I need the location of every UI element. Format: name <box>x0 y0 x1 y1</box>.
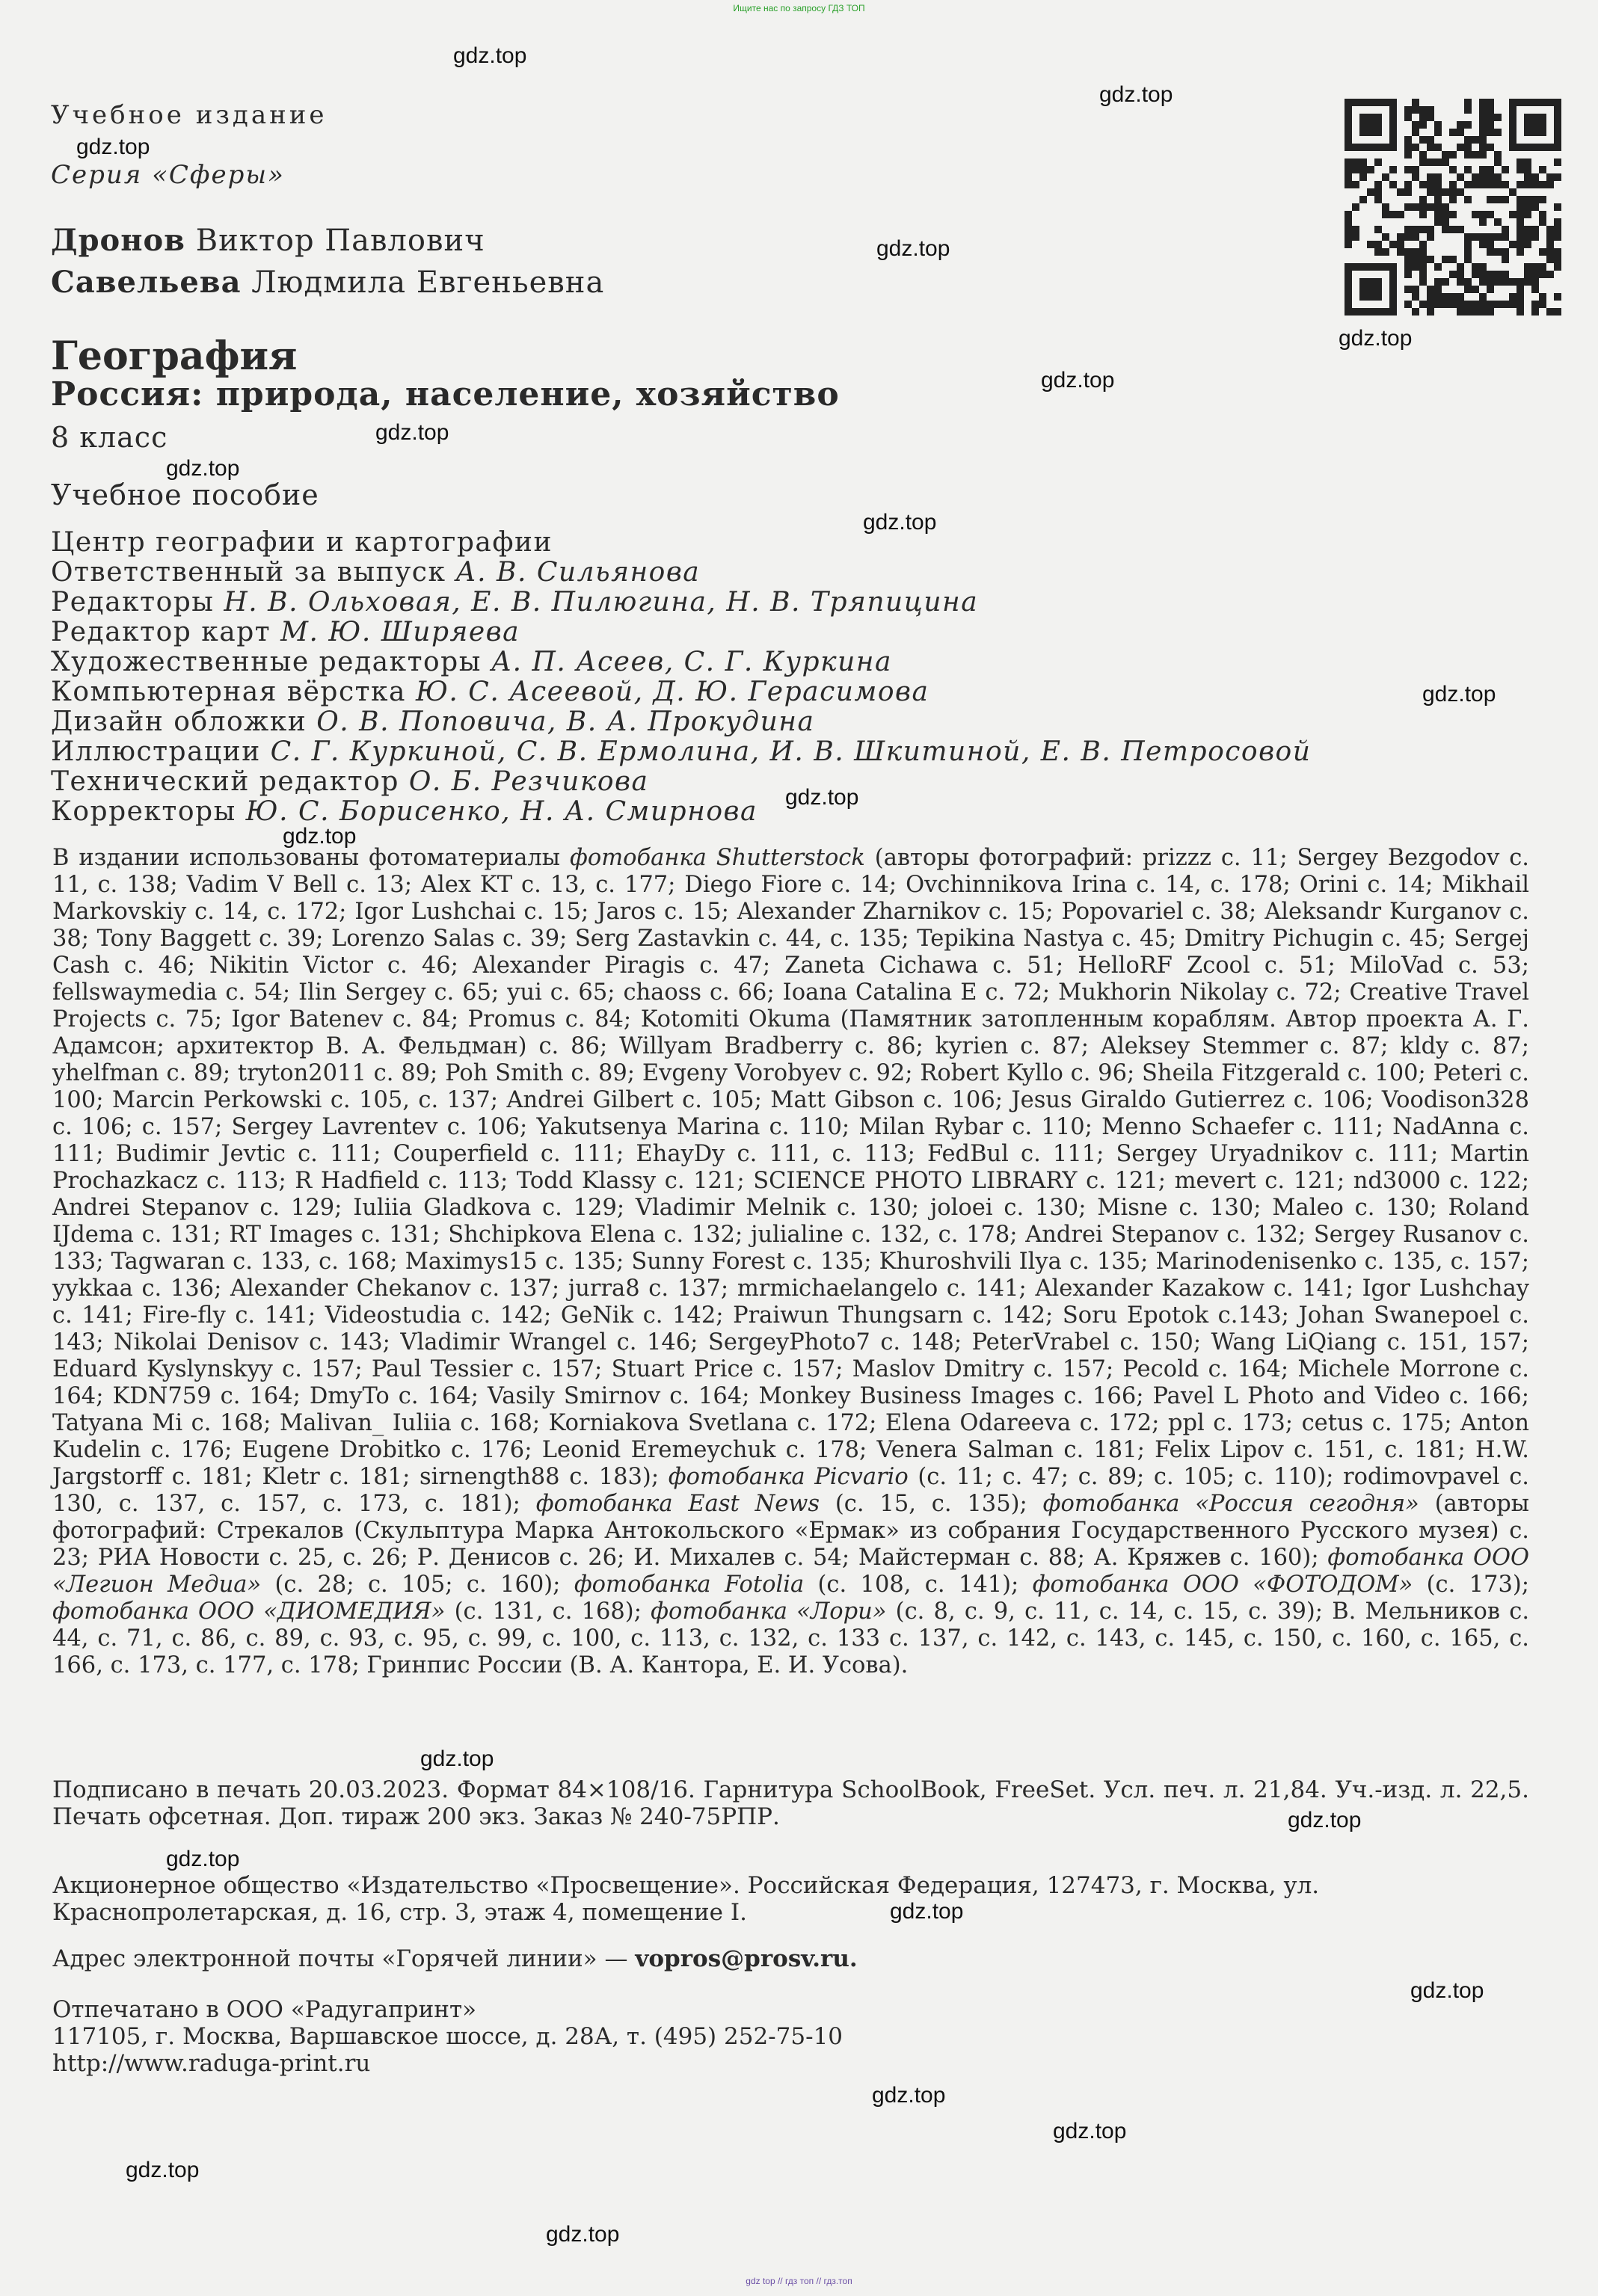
watermark: gdz.top <box>546 2222 620 2247</box>
credit-line: Редакторы Н. В. Ольховая, Е. В. Пилюгина, Н. В. Тряпицина <box>51 587 979 618</box>
credit-line: Ответственный за выпуск А. В. Сильянова <box>51 557 701 588</box>
watermark: gdz.top <box>872 2083 946 2108</box>
watermark: gdz.top <box>1422 682 1496 707</box>
credit-line: Центр географии и картографии <box>51 527 553 558</box>
watermark: gdz.top <box>863 510 937 535</box>
watermark: gdz.top <box>1053 2119 1127 2143</box>
printer-address: 117105, г. Москва, Варшавское шоссе, д. 28А, т. (495) 252-75-10 <box>52 2023 843 2050</box>
printer-name: Отпечатано в ООО «Радугапринт» <box>52 1996 477 2023</box>
bottom-banner: gdz top // гдз топ // гдз.топ <box>746 2276 852 2286</box>
author-1 <box>51 223 485 258</box>
book-type: Учебное пособие <box>51 478 319 511</box>
publisher-info: Акционерное общество «Издательство «Просвещение». Российская Федерация, 127473, г. Москва, ул. Краснопролетарская, д. 16, стр. 3, этаж 4, помещение I. <box>52 1872 1320 1926</box>
author-2-surname: Савельева <box>51 265 242 300</box>
watermark: gdz.top <box>375 420 449 445</box>
author-2 <box>51 265 604 300</box>
watermark: gdz.top <box>76 135 150 159</box>
author-1-name: Виктор Павлович <box>195 224 485 258</box>
printer-url[interactable]: http://www.raduga-print.ru <box>52 2050 371 2077</box>
author-1-surname: Дронов <box>51 223 185 258</box>
book-subtitle: Россия: природа, население, хозяйство <box>51 375 840 413</box>
watermark: gdz.top <box>1410 1978 1484 2003</box>
watermark: gdz.top <box>283 824 357 849</box>
edition-type: Учебное издание <box>51 100 328 130</box>
author-2-name: Людмила Евгеньевна <box>251 265 605 300</box>
hotline: Адрес электронной почты «Горячей линии» — vopros@prosv.ru. <box>52 1945 858 1972</box>
top-banner: Ищите нас по запросу ГДЗ ТОП <box>733 3 865 13</box>
credit-line: Дизайн обложки О. В. Поповича, В. А. Прокудина <box>51 707 815 737</box>
grade: 8 класс <box>51 421 168 454</box>
watermark: gdz.top <box>1339 326 1413 351</box>
watermark: gdz.top <box>1099 82 1173 107</box>
credit-line: Технический редактор О. Б. Резчикова <box>51 766 649 797</box>
hotline-email[interactable]: vopros@prosv.ru. <box>635 1945 858 1972</box>
photo-credits: В издании использованы фотоматериалы фотобанка Shutterstock (авторы фотографий: prizzz с. 11; Sergey Bezgodov с. 11, с. 138; Vadim V Bell с. 13; Alex KT с. 13, с. 177; Diego Fiore с. 14; Ovchinnikova Irina с. 14, с. 178; Orini с. 14; Mikhail Markovskiy с. 14, с. 172; Igor Lushchai с. 15; Jaros с. 15; Alexander Zharnikov с. 15; Popovariel с. 38; Aleksandr Kurganov с. 38; Tony Baggett с. 39; Lorenzo Salas с. 39; Serg Zastavkin с. 44, с. 135; Tepikina Nastya с. 45; Dmitry Pichugin с. 45; Sergej Cash с. 46; Nikitin Victor с. 46; Alexander Piragis с. 47; Zaneta Cichawa с. 51; HelloRF Zcool с. 51; MiloVad с. 53; fellswaymedia с. 54; Ilin Sergey с. 65; yui с. 65; chaoss с. 66; Ioana Catalina E с. 72; Mukhorin Nikolay с. 72; Creative Travel Projects с. 75; Igor Batenev с. 84; Promus с. 84; Kotomiti Okuma (Памятник затопленным кораблям. Автор проекта А. Г. Адамсон; архитектор В. А. Фельдман) с. 86; Willyam Bradberry с. 86; kyrien с. 87; Aleksey Stemmer с. 87; kldy с. 87; yhelfman с. 89; tryton2011 с. 89; Poh Smith с. 89; Evgeny Vorobyev с. 92; Robert Kyllo с. 96; Sheila Fitzgerald с. 100; Peteri с. 100; Marcin Perkowski с. 105, с. 137; Andrei Gilbert с. 105; Matt Gibson с. 106; Jesus Giraldo Gutierrez с. 106; Voodison328 с. 106; с. 157; Sergey Lavrentev с. 106; Yakutsenya Marina с. 110; Milan Rybar с. 110; Menno Schaefer с. 111; NadAnna с. 111; Budimir Jevtic с. 111; Couperfield с. 111; EhayDy с. 111, с. 113; FedBul с. 111; Sergey Uryadnikov с. 111; Martin Prochazkacz с. 113; R Hadfield с. 113; Todd Klassy с. 121; SCIENCE PHOTO LIBRARY с. 121; mevert с. 121; nd3000 с. 122; Andrei Stepanov с. 129; Iuliia Gladkova с. 129; Vladimir Melnik с. 130; joloei с. 130; Misne с. 130; Maleo с. 130; Roland IJdema с. 131; RT Images с. 131; Shchipkova Elena с. 132; julialine с. 132, с. 178; Andrei Stepanov с. 132; Sergey Rusanov с. 133; Tagwaran с. 133, с. 168; Maximys15 с. 135; Sunny Forest с. 135; Khuroshvili Ilya с. 135; Marinodenisenko с. 135, с. 157; yykkaa с. 136; Alexander Chekanov с. 137; jurra8 с. 137; mrmichaelangelo с. 141; Alexander Kazakow с. 141; Igor Lushchay с. 141; Fire-fly с. 141; Videostudia с. 142; GeNik с. 142; Praiwun Thungsarn с. 142; Soru Epotok с.143; Johan Swanepoel с. 143; Nikolai Denisov с. 143; Vladimir Wrangel с. 146; SergeyPhoto7 с. 148; PeterVrabel с. 150; Wang LiQiang с. 151, 157; Eduard Kyslynskyy с. 157; Paul Tessier с. 157; Stuart Price с. 157; Maslov Dmitry с. 157; Pecold с. 164; Michele Morrone с. 164; KDN759 с. 164; DmyTo с. 164; Vasily Smirnov с. 164; Monkey Business Images с. 166; Pavel L Photo and Video с. 166; Tatyana Mi с. 168; Malivan_ Iuliia с. 168; Korniakova Svetlana с. 172; Elena Odareeva с. 172; ppl с. 173; cetus с. 175; Anton Kudelin с. 176; Eugene Drobitko с. 176; Leonid Eremeychuk с. 178; Venera Salman с. 181; Felix Lipov с. 151, с. 181; H.W. Jargstorff с. 181; Kletr с. 181; sirnength88 с. 183); фотобанка Picvario (с. 11; с. 47; с. 89; с. 105; с. 110); rodimovpavel с. 130, с. 137, с. 157, с. 173, с. 181); фотобанка East News (с. 15, с. 135); фотобанка «Россия сегодня» (авторы фотографий: Стрекалов (Скульптура Марка Антокольского «Ермак» из собрания Государственного Русского музея) с. 23; РИА Новости с. 25, с. 26; Р. Денисов с. 26; И. Михалев с. 54; Майстерман с. 88; А. Кряжев с. 160); фотобанка ООО «Легион Медиа» (с. 28; с. 105; с. 160); фотобанка Fotolia (с. 108, с. 141); фотобанка ООО «ФОТОДОМ» (с. 173); фотобанка ООО «ДИОМЕДИЯ» (с. 131, с. 168); фотобанка «Лори» (с. 8, с. 9, с. 11, с. 14, с. 15, с. 39); В. Мельников с. 44, с. 71, с. 86, с. 89, с. 93, с. 95, с. 99, с. 100, с. 113, с. 132, с. 133 с. 137, с. 142, с. 143, с. 145, с. 150, с. 160, с. 165, с. 166, с. 173, с. 177, с. 178; Гринпис России (В. А. Кантора, Е. И. Усова). <box>52 845 1530 1678</box>
credit-line: Иллюстрации С. Г. Куркиной, С. В. Ермолина, И. В. Шкитиной, Е. В. Петросовой <box>51 736 1312 767</box>
credits <box>51 528 1311 827</box>
watermark: gdz.top <box>420 1746 494 1771</box>
book-title: География <box>51 333 298 379</box>
watermark: gdz.top <box>1288 1808 1362 1832</box>
watermark: gdz.top <box>890 1899 964 1924</box>
watermark: gdz.top <box>166 1847 240 1871</box>
credit-line: Корректоры Ю. С. Борисенко, Н. А. Смирнова <box>51 796 757 827</box>
watermark: gdz.top <box>126 2158 200 2182</box>
watermark: gdz.top <box>785 785 859 810</box>
credit-line: Компьютерная вёрстка Ю. С. Асеевой, Д. Ю. Герасимова <box>51 677 929 707</box>
credit-line: Редактор карт М. Ю. Ширяева <box>51 617 520 647</box>
series-name: Серия «Сферы» <box>51 160 285 190</box>
watermark: gdz.top <box>453 43 527 68</box>
watermark: gdz.top <box>1041 368 1115 393</box>
credit-line: Художественные редакторы А. П. Асеев, С. Г. Куркина <box>51 647 892 677</box>
watermark: gdz.top <box>876 236 950 261</box>
qr-code <box>1345 99 1561 316</box>
print-info: Подписано в печать 20.03.2023. Формат 84×108/16. Гарнитура SchoolBook, FreeSet. Усл. печ. л. 21,84. Уч.-изд. л. 22,5. Печать офсетная. Доп. тираж 200 экз. Заказ № 240-75РПР. <box>52 1776 1529 1830</box>
watermark: gdz.top <box>166 456 240 481</box>
